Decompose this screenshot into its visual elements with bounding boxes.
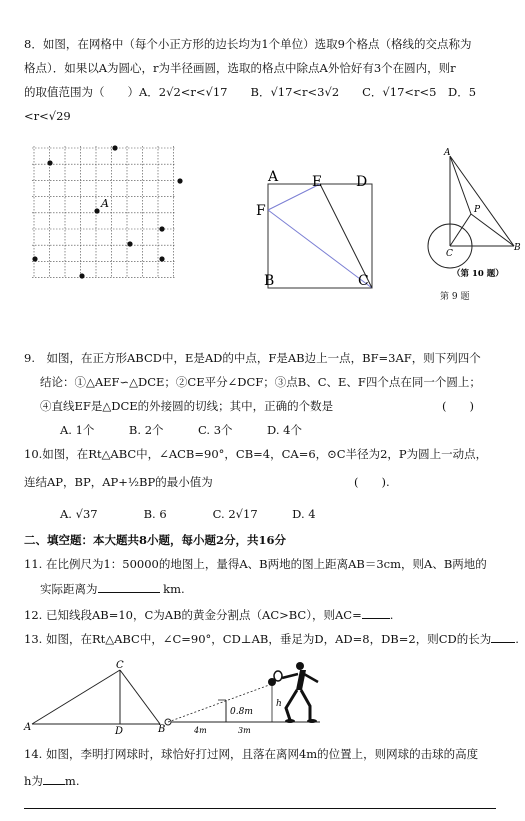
label-a: A	[444, 148, 451, 158]
label-d: D	[356, 174, 368, 190]
label-p: P	[474, 205, 481, 215]
q11-unit: km.	[159, 582, 185, 596]
label-b: B	[514, 243, 521, 253]
grid-point	[159, 226, 164, 231]
grid-point	[159, 256, 164, 261]
figure-10	[414, 148, 522, 286]
label-b: B	[264, 273, 275, 289]
q10-line2	[24, 474, 502, 490]
label-c: C	[358, 273, 369, 289]
q14-line2-text: h为	[24, 774, 43, 788]
figure-10-caption: （第 10 题）	[452, 269, 504, 279]
q13-text: 13. 如图，在Rt△ABC中，∠C=90°，CD⊥AB，垂足为D，AD=8，DB=2，则CD的长为	[24, 632, 492, 646]
q9-line3-text: ④直线EF是△DCE的外接圆的切线；其中，正确的个数是	[40, 399, 334, 413]
q11-line2-text: 实际距离为	[40, 582, 98, 596]
q10-answer-paren: ( ).	[354, 475, 390, 489]
q8-line1: 8．如图，在网格中（每个小正方形的边长均为1个单位）选取9个格点（格线的交点称为	[24, 37, 472, 51]
figure-8-grid	[30, 144, 190, 280]
grid-point-a	[94, 208, 99, 213]
q14-line2	[24, 772, 502, 789]
label-b: B	[158, 724, 166, 735]
q11-line2	[40, 580, 502, 597]
q11-answer-blank	[98, 580, 160, 593]
q14-unit: m.	[64, 774, 80, 788]
q14-answer-blank	[43, 772, 65, 785]
figure-14-tennis	[160, 656, 346, 736]
grid-point	[177, 178, 182, 183]
q12-line	[24, 606, 502, 623]
q12-text: 12. 已知线段AB=10，C为AB的黄金分割点（AC>BC），则AC=	[24, 608, 362, 622]
tennis-player-icon	[268, 662, 318, 723]
q10-line2-text: 连结AP，BP，AP+½BP的最小值为	[24, 475, 213, 489]
q12-answer-blank	[362, 606, 390, 619]
q9-answer-paren: ( )	[442, 399, 474, 413]
label-c: C	[446, 249, 453, 259]
q12-end: .	[389, 608, 394, 622]
label-c: C	[116, 660, 124, 671]
label-a: A	[101, 197, 109, 210]
q8-line2: 格点）．如果以A为圆心，r为半径画圆，选取的格点中除点A外恰好有3个在圆内，则r	[24, 61, 456, 75]
q9-line3	[40, 398, 502, 414]
q10-choices: A. √37 B. 6 C. 2√17 D. 4	[60, 507, 316, 521]
label-a: A	[268, 169, 279, 185]
label-e: E	[312, 174, 323, 190]
grid-point	[47, 160, 52, 165]
figure-9-caption: 第 9 题	[440, 292, 470, 302]
figure-13-triangle	[24, 658, 174, 737]
q8-line4: <r<√29	[24, 109, 71, 123]
q13-answer-blank	[491, 630, 515, 643]
grid-point	[79, 273, 84, 278]
label-h: h	[276, 699, 282, 709]
label-f: F	[256, 203, 266, 219]
q11-line1: 11. 在比例尺为1：50000的地图上，量得A、B两地的图上距离AB＝3cm，则A、B两地的	[24, 557, 487, 571]
q10-line1: 10.如图，在Rt△ABC中，∠ACB=90°，CB=4，CA=6，⊙C半径为2，P为圆上一动点，	[24, 447, 488, 461]
figure-9-square	[256, 170, 386, 300]
q9-choices: A. 1个 B. 2个 C. 3个 D. 4个	[60, 423, 302, 437]
section-2-heading: 二、填空题：本大题共8小题，每小题2分，共16分	[24, 533, 287, 547]
grid-point	[112, 145, 117, 150]
distance-3m-label: 3m	[238, 726, 251, 735]
label-a: A	[24, 722, 32, 733]
grid-point	[32, 256, 37, 261]
net-height-label: 0.8m	[230, 707, 253, 717]
distance-4m-label: 4m	[194, 726, 207, 735]
q9-line2: 结论：①△AEF∽△DCE；②CE平分∠DCF；③点B、C、E、F四个点在同一个圆上；	[40, 375, 481, 389]
footer-rule	[24, 808, 496, 809]
q9-line1: 9. 如图，在正方形ABCD中，E是AD的中点，F是AB边上一点，BF=3AF，则下列四个	[24, 351, 481, 365]
grid-point	[127, 241, 132, 246]
q14-line1: 14. 如图，李明打网球时，球恰好打过网，且落在离网4m的位置上，则网球的击球的高度	[24, 747, 479, 761]
q8-line3: 的取值范围为（ ）A．2√2<r<√17 B．√17<r<3√2 C．√17<r<5 D．5	[24, 85, 477, 99]
q13-end: .	[515, 632, 519, 646]
label-d: D	[115, 726, 124, 737]
q13-line	[24, 630, 519, 647]
